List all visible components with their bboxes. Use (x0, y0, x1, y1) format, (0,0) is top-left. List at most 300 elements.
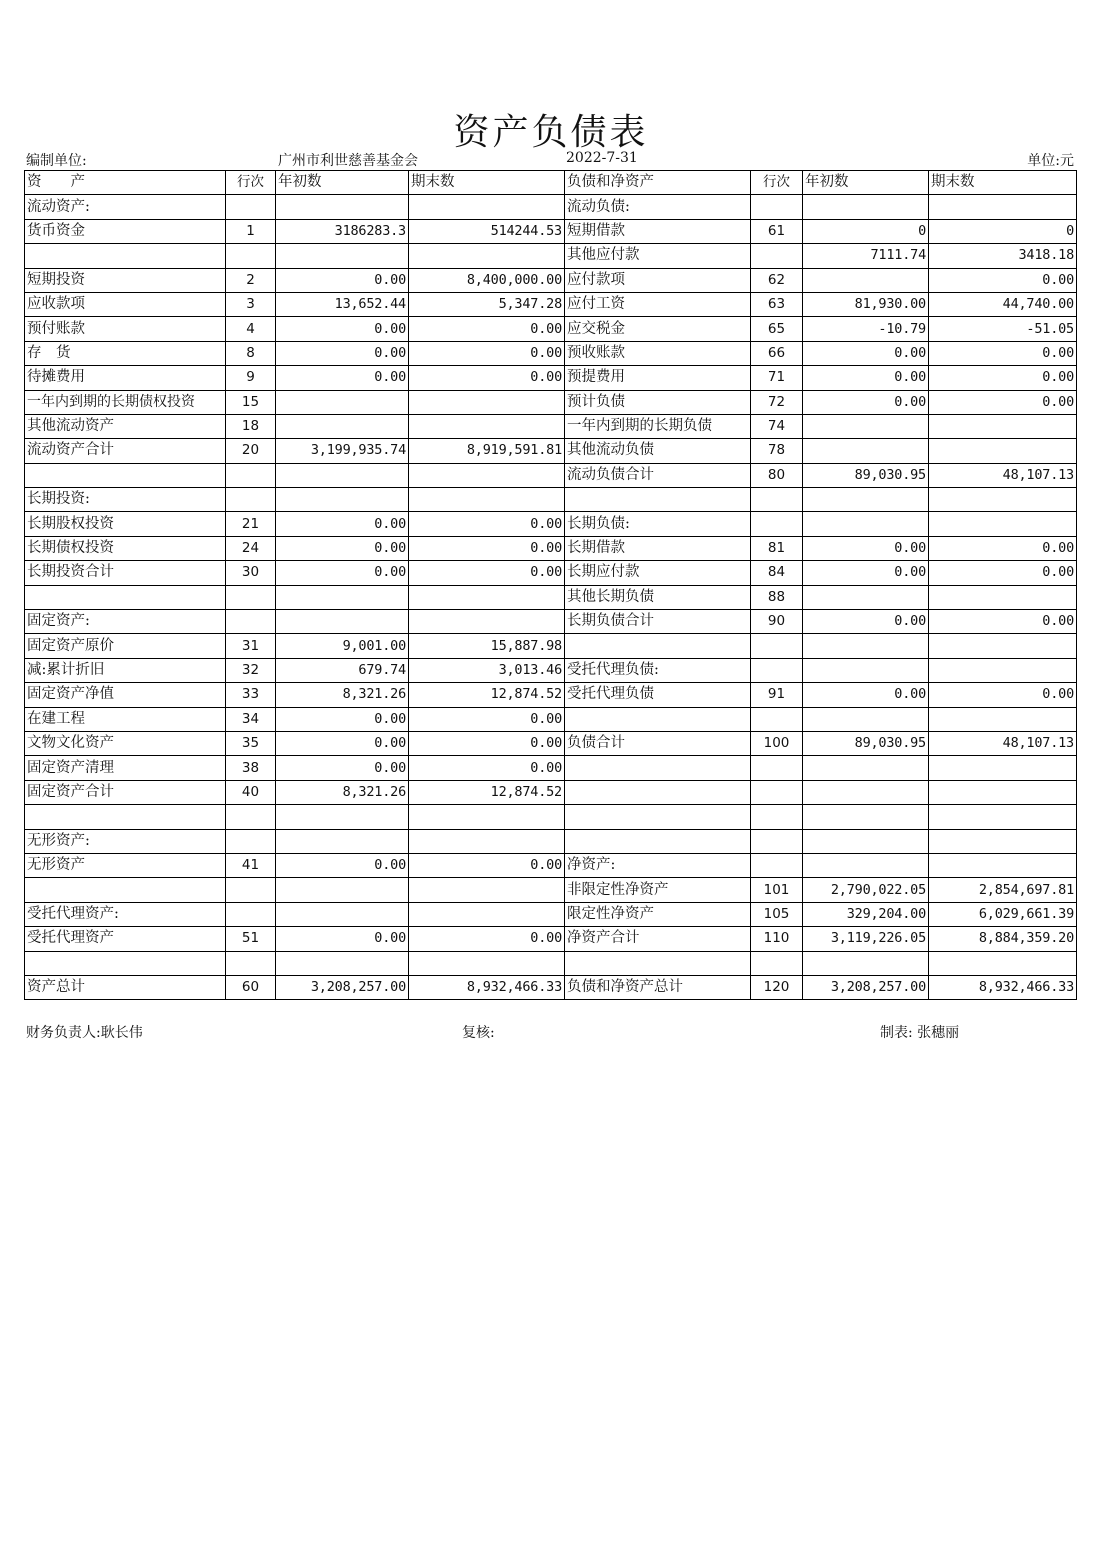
asset-begin: 3186283.3 (276, 219, 409, 243)
liability-label: 长期负债: (565, 512, 751, 536)
asset-end (409, 463, 565, 487)
liability-label: 受托代理负债: (565, 658, 751, 682)
table-row (25, 488, 1077, 512)
liability-row-no: 78 (751, 439, 803, 463)
liability-end (929, 805, 1077, 829)
asset-end: 0.00 (409, 756, 565, 780)
liability-row-no (751, 634, 803, 658)
table-row (25, 585, 1077, 609)
table-row (25, 829, 1077, 853)
asset-label: 无形资产 (25, 853, 226, 877)
liability-row-no (751, 195, 803, 219)
table-row (25, 902, 1077, 926)
liability-row-no (751, 244, 803, 268)
asset-begin: 0.00 (276, 756, 409, 780)
liability-end (929, 756, 1077, 780)
table-row (25, 317, 1077, 341)
asset-row-no: 41 (226, 853, 276, 877)
asset-end (409, 195, 565, 219)
asset-end: 0.00 (409, 536, 565, 560)
liability-row-no: 71 (751, 366, 803, 390)
liability-end: 0.00 (929, 536, 1077, 560)
asset-begin (276, 805, 409, 829)
liability-end: 0 (929, 219, 1077, 243)
asset-label: 预付账款 (25, 317, 226, 341)
asset-end: 8,400,000.00 (409, 268, 565, 292)
table-row (25, 219, 1077, 243)
liability-label: 应交税金 (565, 317, 751, 341)
asset-begin: 9,001.00 (276, 634, 409, 658)
liability-label (565, 756, 751, 780)
header-begin-2: 年初数 (803, 171, 929, 195)
liability-begin (803, 195, 929, 219)
asset-end (409, 878, 565, 902)
liability-label: 流动负债合计 (565, 463, 751, 487)
table-row (25, 731, 1077, 755)
header-row-no: 行次 (226, 171, 276, 195)
liability-label: 预收账款 (565, 341, 751, 365)
liability-label: 负债合计 (565, 731, 751, 755)
liability-end (929, 195, 1077, 219)
asset-begin (276, 902, 409, 926)
asset-end: 0.00 (409, 512, 565, 536)
asset-end: 0.00 (409, 366, 565, 390)
liability-row-no (751, 853, 803, 877)
asset-begin: 0.00 (276, 512, 409, 536)
liability-label: 应付款项 (565, 268, 751, 292)
table-row (25, 658, 1077, 682)
table-row (25, 512, 1077, 536)
table-row (25, 878, 1077, 902)
asset-end: 5,347.28 (409, 292, 565, 316)
liability-row-no (751, 829, 803, 853)
asset-label: 在建工程 (25, 707, 226, 731)
asset-label: 受托代理资产: (25, 902, 226, 926)
liability-row-no: 91 (751, 683, 803, 707)
liability-end (929, 829, 1077, 853)
asset-row-no: 31 (226, 634, 276, 658)
asset-row-no: 32 (226, 658, 276, 682)
asset-end: 0.00 (409, 317, 565, 341)
asset-row-no: 3 (226, 292, 276, 316)
asset-begin: 0.00 (276, 317, 409, 341)
liability-row-no: 61 (751, 219, 803, 243)
liability-end: 6,029,661.39 (929, 902, 1077, 926)
table-row (25, 927, 1077, 951)
asset-row-no (226, 805, 276, 829)
asset-end: 0.00 (409, 853, 565, 877)
asset-row-no: 21 (226, 512, 276, 536)
table-row (25, 244, 1077, 268)
liability-begin: 89,030.95 (803, 463, 929, 487)
liability-end: 8,932,466.33 (929, 975, 1077, 999)
asset-begin (276, 610, 409, 634)
liability-label: 其他流动负债 (565, 439, 751, 463)
liability-begin: 0.00 (803, 341, 929, 365)
liability-end: 0.00 (929, 390, 1077, 414)
asset-begin: 0.00 (276, 268, 409, 292)
liability-begin (803, 756, 929, 780)
asset-label: 应收款项 (25, 292, 226, 316)
asset-end (409, 488, 565, 512)
liability-row-no: 101 (751, 878, 803, 902)
asset-begin (276, 195, 409, 219)
liability-begin (803, 658, 929, 682)
liability-row-no (751, 658, 803, 682)
asset-end (409, 610, 565, 634)
liability-row-no (751, 488, 803, 512)
asset-label: 其他流动资产 (25, 414, 226, 438)
table-row (25, 683, 1077, 707)
liability-row-no (751, 707, 803, 731)
liability-end (929, 414, 1077, 438)
header-asset: 资 产 (25, 171, 226, 195)
liability-label (565, 488, 751, 512)
liability-row-no: 80 (751, 463, 803, 487)
asset-label: 固定资产净值 (25, 683, 226, 707)
asset-row-no: 20 (226, 439, 276, 463)
asset-row-no: 34 (226, 707, 276, 731)
asset-row-no (226, 244, 276, 268)
liability-label: 净资产合计 (565, 927, 751, 951)
asset-begin (276, 463, 409, 487)
liability-label: 长期负债合计 (565, 610, 751, 634)
asset-begin (276, 390, 409, 414)
asset-label: 受托代理资产 (25, 927, 226, 951)
header-begin: 年初数 (276, 171, 409, 195)
asset-begin: 0.00 (276, 731, 409, 755)
asset-label: 文物文化资产 (25, 731, 226, 755)
liability-begin: 0 (803, 219, 929, 243)
asset-label (25, 463, 226, 487)
asset-end: 12,874.52 (409, 683, 565, 707)
liability-label (565, 634, 751, 658)
table-row (25, 390, 1077, 414)
header-end-2: 期末数 (929, 171, 1077, 195)
asset-end: 3,013.46 (409, 658, 565, 682)
liability-end (929, 853, 1077, 877)
asset-label: 待摊费用 (25, 366, 226, 390)
asset-row-no (226, 878, 276, 902)
liability-label (565, 780, 751, 804)
asset-row-no: 38 (226, 756, 276, 780)
asset-end (409, 414, 565, 438)
liability-label: 净资产: (565, 853, 751, 877)
liability-row-no: 120 (751, 975, 803, 999)
liability-begin (803, 512, 929, 536)
table-row (25, 805, 1077, 829)
liability-begin (803, 634, 929, 658)
table-row (25, 366, 1077, 390)
table-row (25, 853, 1077, 877)
liability-row-no (751, 951, 803, 975)
balance-sheet-table (24, 170, 1077, 1000)
asset-row-no: 1 (226, 219, 276, 243)
asset-begin: 0.00 (276, 366, 409, 390)
liability-begin: 89,030.95 (803, 731, 929, 755)
liability-begin (803, 488, 929, 512)
asset-end: 8,919,591.81 (409, 439, 565, 463)
liability-row-no: 90 (751, 610, 803, 634)
table-row (25, 561, 1077, 585)
asset-end: 0.00 (409, 927, 565, 951)
liability-row-no: 65 (751, 317, 803, 341)
asset-begin (276, 829, 409, 853)
asset-label: 长期股权投资 (25, 512, 226, 536)
asset-end: 0.00 (409, 561, 565, 585)
asset-begin: 3,199,935.74 (276, 439, 409, 463)
liability-label: 受托代理负债 (565, 683, 751, 707)
liability-label: 长期借款 (565, 536, 751, 560)
liability-begin (803, 853, 929, 877)
asset-end: 12,874.52 (409, 780, 565, 804)
asset-begin (276, 585, 409, 609)
liability-row-no: 66 (751, 341, 803, 365)
asset-begin: 0.00 (276, 853, 409, 877)
table-row (25, 439, 1077, 463)
asset-row-no: 33 (226, 683, 276, 707)
asset-label: 减:累计折旧 (25, 658, 226, 682)
liability-begin: 81,930.00 (803, 292, 929, 316)
asset-row-no (226, 195, 276, 219)
asset-row-no: 30 (226, 561, 276, 585)
asset-end (409, 951, 565, 975)
liability-begin: 0.00 (803, 683, 929, 707)
asset-begin: 0.00 (276, 536, 409, 560)
liability-row-no: 74 (751, 414, 803, 438)
asset-label: 流动资产: (25, 195, 226, 219)
currency-unit: 单位:元 (1027, 153, 1074, 169)
table-row (25, 414, 1077, 438)
liability-label (565, 829, 751, 853)
table-row (25, 341, 1077, 365)
asset-row-no: 40 (226, 780, 276, 804)
liability-end: 0.00 (929, 366, 1077, 390)
liability-end: 44,740.00 (929, 292, 1077, 316)
asset-row-no: 35 (226, 731, 276, 755)
liability-begin: 0.00 (803, 610, 929, 634)
asset-row-no: 24 (226, 536, 276, 560)
liability-label (565, 951, 751, 975)
liability-row-no: 72 (751, 390, 803, 414)
liability-end: 8,884,359.20 (929, 927, 1077, 951)
org-name: 广州市利世慈善基金会 (278, 153, 418, 169)
liability-row-no: 100 (751, 731, 803, 755)
finance-head: 财务负责人:耿长伟 (26, 1025, 143, 1041)
liability-begin (803, 707, 929, 731)
liability-begin (803, 268, 929, 292)
liability-row-no (751, 756, 803, 780)
liability-row-no (751, 805, 803, 829)
asset-label (25, 585, 226, 609)
liability-label (565, 805, 751, 829)
liability-end (929, 780, 1077, 804)
asset-label: 长期投资: (25, 488, 226, 512)
report-date: 2022-7-31 (566, 150, 638, 166)
liability-begin: 0.00 (803, 561, 929, 585)
table-row (25, 292, 1077, 316)
asset-begin: 0.00 (276, 927, 409, 951)
asset-label (25, 951, 226, 975)
asset-row-no (226, 902, 276, 926)
table-row (25, 975, 1077, 999)
table-row (25, 268, 1077, 292)
asset-begin: 679.74 (276, 658, 409, 682)
liability-label: 其他长期负债 (565, 585, 751, 609)
liability-begin: 2,790,022.05 (803, 878, 929, 902)
asset-begin (276, 414, 409, 438)
asset-end: 514244.53 (409, 219, 565, 243)
asset-label: 短期投资 (25, 268, 226, 292)
asset-label: 无形资产: (25, 829, 226, 853)
liability-begin (803, 585, 929, 609)
liability-end: 0.00 (929, 268, 1077, 292)
liability-label: 限定性净资产 (565, 902, 751, 926)
liability-end (929, 439, 1077, 463)
liability-begin: 7111.74 (803, 244, 929, 268)
table-row (25, 536, 1077, 560)
asset-row-no: 2 (226, 268, 276, 292)
liability-begin (803, 414, 929, 438)
asset-label: 固定资产原价 (25, 634, 226, 658)
asset-end: 8,932,466.33 (409, 975, 565, 999)
asset-begin (276, 951, 409, 975)
asset-end (409, 805, 565, 829)
liability-end (929, 634, 1077, 658)
asset-end (409, 829, 565, 853)
asset-end (409, 902, 565, 926)
asset-begin: 0.00 (276, 561, 409, 585)
asset-row-no: 4 (226, 317, 276, 341)
table-row (25, 707, 1077, 731)
liability-begin (803, 780, 929, 804)
asset-row-no (226, 463, 276, 487)
liability-end (929, 707, 1077, 731)
asset-label: 流动资产合计 (25, 439, 226, 463)
asset-begin: 0.00 (276, 341, 409, 365)
prepared-by: 制表: 张穗丽 (880, 1025, 960, 1041)
liability-end: 0.00 (929, 610, 1077, 634)
asset-label (25, 244, 226, 268)
liability-end (929, 951, 1077, 975)
liability-end: -51.05 (929, 317, 1077, 341)
liability-end (929, 585, 1077, 609)
header-row-no-2: 行次 (751, 171, 803, 195)
asset-end: 15,887.98 (409, 634, 565, 658)
unit-label: 编制单位: (26, 153, 87, 169)
liability-begin: 3,119,226.05 (803, 927, 929, 951)
table-row (25, 610, 1077, 634)
asset-label: 货币资金 (25, 219, 226, 243)
table-row (25, 463, 1077, 487)
asset-begin: 8,321.26 (276, 780, 409, 804)
asset-row-no: 8 (226, 341, 276, 365)
liability-label (565, 707, 751, 731)
asset-end (409, 390, 565, 414)
liability-label: 其他应付款 (565, 244, 751, 268)
liability-row-no: 62 (751, 268, 803, 292)
table-row (25, 756, 1077, 780)
asset-label: 存 货 (25, 341, 226, 365)
liability-begin: 0.00 (803, 366, 929, 390)
liability-end (929, 658, 1077, 682)
liability-begin: 0.00 (803, 536, 929, 560)
liability-label: 一年内到期的长期负债 (565, 414, 751, 438)
asset-row-no (226, 951, 276, 975)
liability-row-no (751, 780, 803, 804)
asset-label: 长期投资合计 (25, 561, 226, 585)
liability-end: 48,107.13 (929, 463, 1077, 487)
asset-row-no: 18 (226, 414, 276, 438)
asset-row-no: 60 (226, 975, 276, 999)
liability-end (929, 488, 1077, 512)
liability-row-no: 110 (751, 927, 803, 951)
asset-row-no: 51 (226, 927, 276, 951)
asset-row-no (226, 488, 276, 512)
asset-begin (276, 244, 409, 268)
table-row (25, 634, 1077, 658)
liability-begin (803, 951, 929, 975)
liability-row-no (751, 512, 803, 536)
asset-row-no (226, 610, 276, 634)
asset-row-no: 15 (226, 390, 276, 414)
asset-end: 0.00 (409, 341, 565, 365)
asset-begin: 8,321.26 (276, 683, 409, 707)
liability-begin (803, 829, 929, 853)
asset-label (25, 878, 226, 902)
table-row (25, 195, 1077, 219)
asset-begin (276, 878, 409, 902)
liability-row-no: 63 (751, 292, 803, 316)
liability-end: 0.00 (929, 561, 1077, 585)
liability-label: 预计负债 (565, 390, 751, 414)
asset-label: 长期债权投资 (25, 536, 226, 560)
asset-label: 资产总计 (25, 975, 226, 999)
liability-label: 非限定性净资产 (565, 878, 751, 902)
asset-label: 一年内到期的长期债权投资 (25, 390, 226, 414)
liability-begin: 329,204.00 (803, 902, 929, 926)
liability-end: 2,854,697.81 (929, 878, 1077, 902)
header-end: 期末数 (409, 171, 565, 195)
liability-row-no: 88 (751, 585, 803, 609)
asset-row-no (226, 585, 276, 609)
liability-end: 0.00 (929, 683, 1077, 707)
asset-begin: 0.00 (276, 707, 409, 731)
asset-begin (276, 488, 409, 512)
asset-end (409, 244, 565, 268)
liability-label: 长期应付款 (565, 561, 751, 585)
liability-label: 流动负债: (565, 195, 751, 219)
liability-label: 短期借款 (565, 219, 751, 243)
liability-label: 预提费用 (565, 366, 751, 390)
asset-row-no: 9 (226, 366, 276, 390)
liability-row-no: 81 (751, 536, 803, 560)
report-title: 资产负债表 (453, 112, 649, 153)
liability-begin: 0.00 (803, 390, 929, 414)
liability-row-no: 105 (751, 902, 803, 926)
asset-label (25, 805, 226, 829)
liability-begin: 3,208,257.00 (803, 975, 929, 999)
asset-label: 固定资产合计 (25, 780, 226, 804)
liability-end: 3418.18 (929, 244, 1077, 268)
asset-label: 固定资产: (25, 610, 226, 634)
asset-begin: 3,208,257.00 (276, 975, 409, 999)
liability-row-no: 84 (751, 561, 803, 585)
asset-end: 0.00 (409, 707, 565, 731)
asset-begin: 13,652.44 (276, 292, 409, 316)
asset-end (409, 585, 565, 609)
header-row (25, 171, 1077, 195)
